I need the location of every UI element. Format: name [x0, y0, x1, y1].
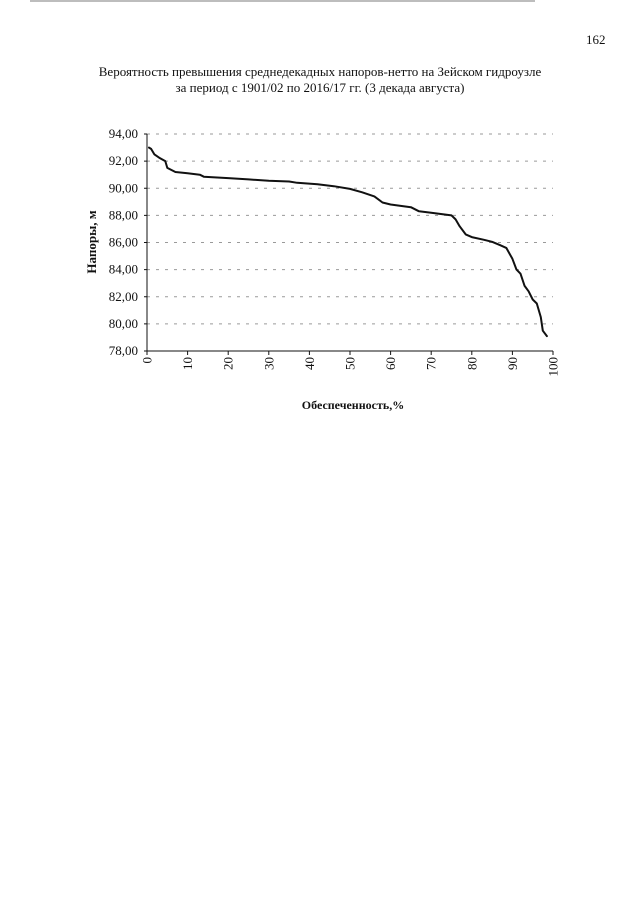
y-tick-label: 82,00	[108, 288, 138, 304]
x-tick-label: 60	[383, 357, 399, 370]
y-tick-label: 78,00	[108, 343, 138, 358]
y-axis-label: Напоры, м	[84, 210, 99, 274]
y-tick-label: 86,00	[108, 234, 138, 250]
x-tick-label: 100	[545, 357, 561, 377]
x-tick-label: 30	[261, 357, 277, 370]
x-tick-label: 70	[423, 357, 439, 370]
x-tick-label: 40	[301, 357, 317, 370]
y-tick-label: 90,00	[108, 180, 138, 196]
page-number: 162	[586, 32, 606, 47]
x-axis-label: Обеспеченность,%	[301, 398, 405, 412]
x-tick-label: 80	[464, 357, 480, 370]
grid-lines	[147, 134, 553, 324]
chart-title-line-2: за период с 1901/02 по 2016/17 гг. (3 декада августа)	[175, 80, 465, 95]
line-chart	[0, 0, 640, 430]
y-tick-label: 80,00	[108, 315, 138, 331]
y-tick-label: 84,00	[108, 261, 138, 277]
axis-labels	[84, 126, 561, 412]
x-tick-label: 90	[504, 357, 520, 370]
x-tick-label: 50	[342, 357, 358, 370]
x-tick-label: 0	[139, 357, 155, 364]
y-tick-label: 94,00	[108, 126, 138, 141]
y-tick-label: 88,00	[108, 207, 138, 223]
chart-title-line-1: Вероятность превышения среднедекадных напоров-нетто на Зейском гидроузле	[98, 64, 542, 79]
exceedance-curve	[149, 148, 547, 337]
axes	[144, 134, 553, 355]
x-tick-label: 20	[220, 357, 236, 370]
x-tick-label: 10	[180, 357, 196, 370]
series-layer	[149, 148, 547, 337]
y-tick-label: 92,00	[108, 153, 138, 169]
